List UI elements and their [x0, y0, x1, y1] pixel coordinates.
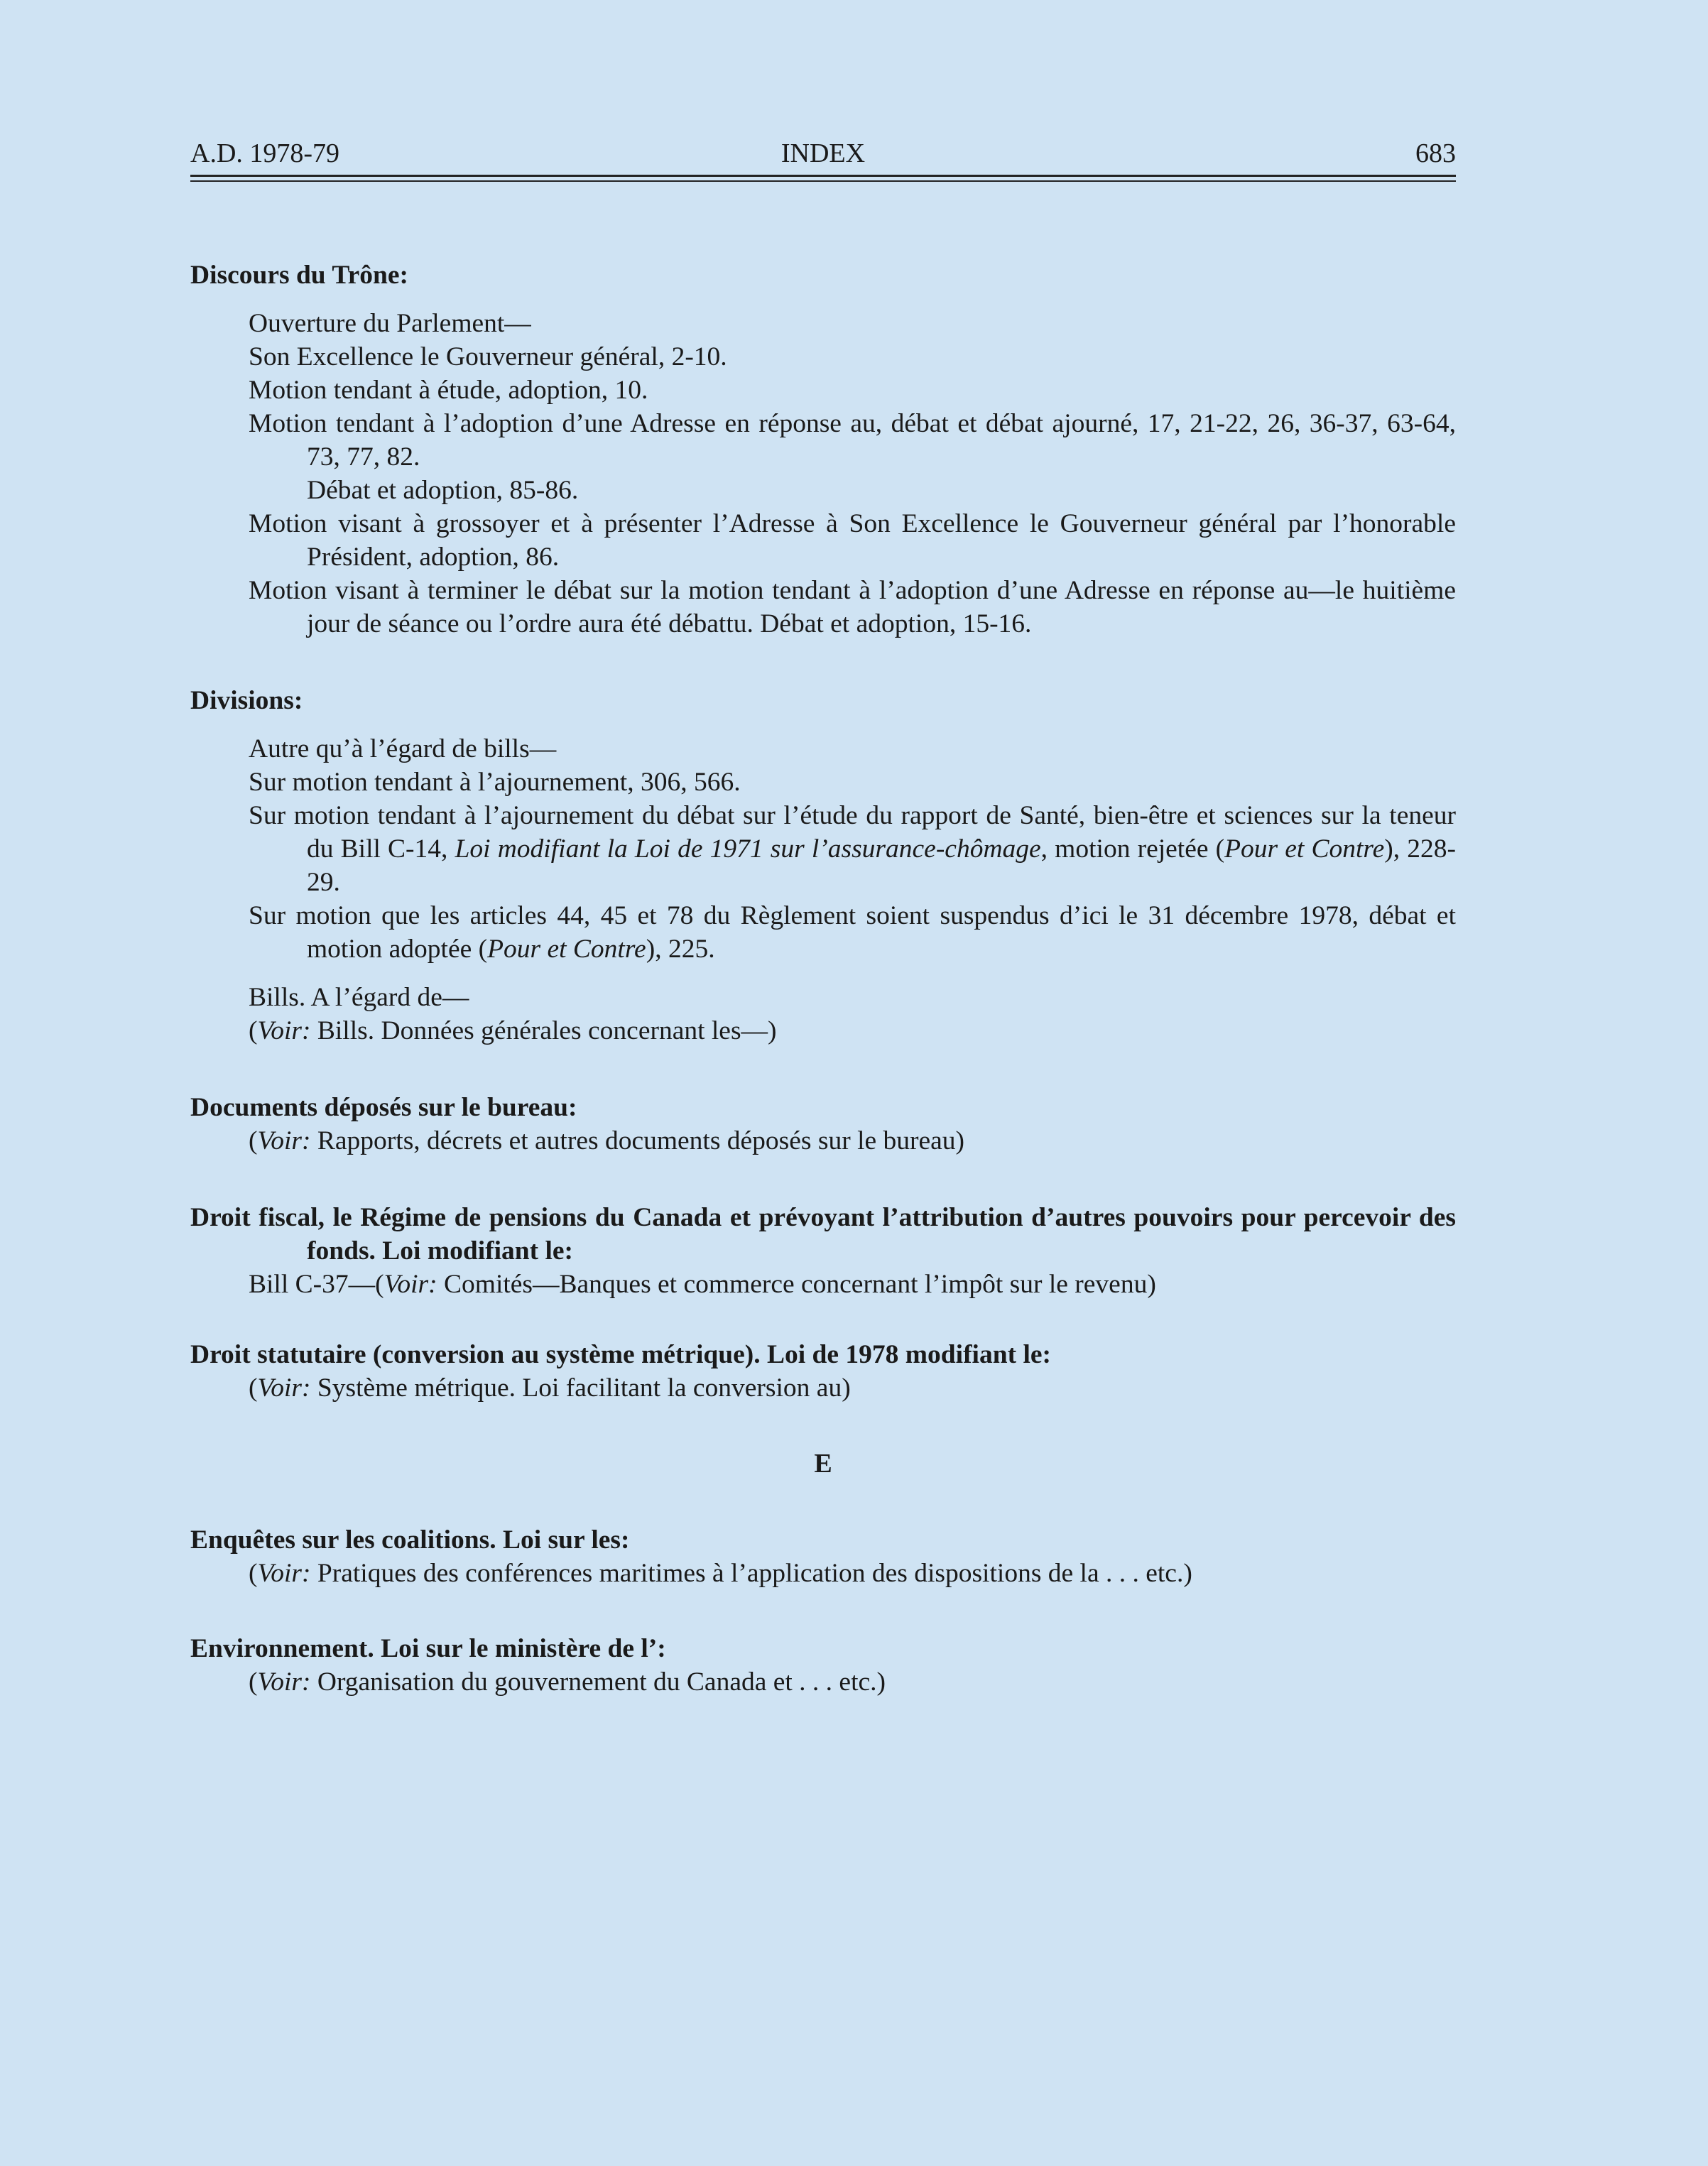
index-page	[190, 135, 1456, 1699]
paren: (	[249, 1373, 258, 1403]
vote-label: Pour et Contre	[1224, 834, 1385, 864]
entry-environnement	[190, 1632, 1456, 1699]
header-rule-top	[190, 175, 1456, 177]
cross-reference	[190, 1557, 1456, 1590]
reference-text: Système métrique. Loi facilitant la conversion au)	[310, 1373, 851, 1403]
page-number: 683	[1415, 138, 1456, 168]
index-line: Débat et adoption, 85-86.	[307, 476, 579, 505]
reference-text: Pratiques des conférences maritimes à l’application des dispositions de la . . . etc.)	[310, 1559, 1192, 1588]
section-heading: Droit fiscal, le Régime de pensions du Canada et prévoyant l’attribution d’autres pouvoirs pour percevoir des fonds. Loi modifiant le:	[190, 1203, 1456, 1266]
text-run: ), 225.	[646, 935, 715, 964]
header-year: A.D. 1978-79	[190, 138, 340, 168]
reference-text: Bills. Données générales concernant les—)	[310, 1016, 777, 1045]
cross-reference	[190, 1371, 1456, 1405]
text-run: Bill C-37—(	[249, 1270, 384, 1299]
subheading: Autre qu’à l’égard de bills—	[249, 734, 557, 763]
voir-label: Voir:	[257, 1016, 311, 1045]
paren: (	[249, 1016, 258, 1045]
text-run: ), 228-29.	[307, 834, 1456, 897]
entry-discours-du-trone	[190, 258, 1456, 641]
index-line: Motion visant à terminer le débat sur la motion tendant à l’adoption d’une Adresse en réponse au—le huitième jour de séance ou l’ordre aura été débattu. Débat et adoption, 15-16.	[249, 576, 1456, 638]
bill-title: Loi modifiant la Loi de 1971 sur l’assurance-chômage	[455, 834, 1041, 864]
paren: (	[249, 1559, 258, 1588]
section-heading: Environnement. Loi sur le ministère de l’:	[190, 1634, 666, 1663]
index-line: Motion tendant à l’adoption d’une Adresse en réponse au, débat et débat ajourné, 17, 21-22, 26, 36-37, 63-64, 73, 77, 82.	[249, 409, 1456, 472]
header-title: INDEX	[780, 138, 866, 168]
subheading: Bills. A l’égard de—	[249, 983, 469, 1012]
cross-reference	[190, 1268, 1456, 1301]
entry-enquetes-coalitions	[190, 1523, 1456, 1590]
section-heading: Documents déposés sur le bureau:	[190, 1093, 577, 1122]
reference-text: Organisation du gouvernement du Canada et . . . etc.)	[310, 1667, 886, 1697]
vote-label: Pour et Contre	[487, 935, 646, 964]
paren: (	[249, 1667, 258, 1697]
index-content	[190, 258, 1456, 1699]
voir-label: Voir:	[257, 1559, 311, 1588]
alphabet-divider: E	[814, 1449, 832, 1479]
reference-text: Comités—Banques et commerce concernant l’impôt sur le revenu)	[437, 1270, 1156, 1299]
section-heading: Enquêtes sur les coalitions. Loi sur les:	[190, 1525, 630, 1555]
cross-reference	[190, 1665, 1456, 1699]
index-line	[190, 899, 1456, 966]
paren: (	[249, 1126, 258, 1155]
voir-label: Voir:	[257, 1126, 311, 1155]
entry-droit-statutaire	[190, 1338, 1456, 1405]
voir-label: Voir:	[257, 1373, 311, 1403]
text-run: Sur motion que les articles 44, 45 et 78 du Règlement soient suspendus d’ici le 31 décembre 1978, débat et motion adoptée (	[249, 901, 1456, 964]
index-line: Motion tendant à étude, adoption, 10.	[249, 376, 648, 405]
reference-text: Rapports, décrets et autres documents déposés sur le bureau)	[310, 1126, 965, 1155]
voir-label: Voir:	[257, 1667, 311, 1697]
subheading: Ouverture du Parlement—	[249, 309, 531, 338]
entry-droit-fiscal	[190, 1201, 1456, 1301]
section-heading: Divisions:	[190, 686, 303, 715]
page-header	[190, 135, 1456, 172]
index-line	[190, 799, 1456, 899]
section-heading: Discours du Trône:	[190, 261, 408, 290]
entry-documents-deposes	[190, 1091, 1456, 1158]
entry-divisions	[190, 684, 1456, 1047]
index-line: Motion visant à grossoyer et à présenter l’Adresse à Son Excellence le Gouverneur général par l’honorable Président, adoption, 86.	[249, 509, 1456, 572]
index-line: Son Excellence le Gouverneur général, 2-10.	[249, 342, 727, 371]
text-run: , motion rejetée (	[1040, 834, 1225, 864]
voir-label: Voir:	[384, 1270, 437, 1299]
cross-reference	[190, 1124, 1456, 1158]
cross-reference	[190, 1014, 1456, 1047]
text-run: Sur motion tendant à l’ajournement du débat sur l’étude du rapport de Santé, bien-être et sciences sur la teneur du Bill C-14,	[249, 801, 1456, 864]
index-line: Sur motion tendant à l’ajournement, 306, 566.	[249, 768, 741, 797]
header-rule-bottom	[190, 180, 1456, 182]
section-heading: Droit statutaire (conversion au système métrique). Loi de 1978 modifiant le:	[190, 1340, 1051, 1369]
